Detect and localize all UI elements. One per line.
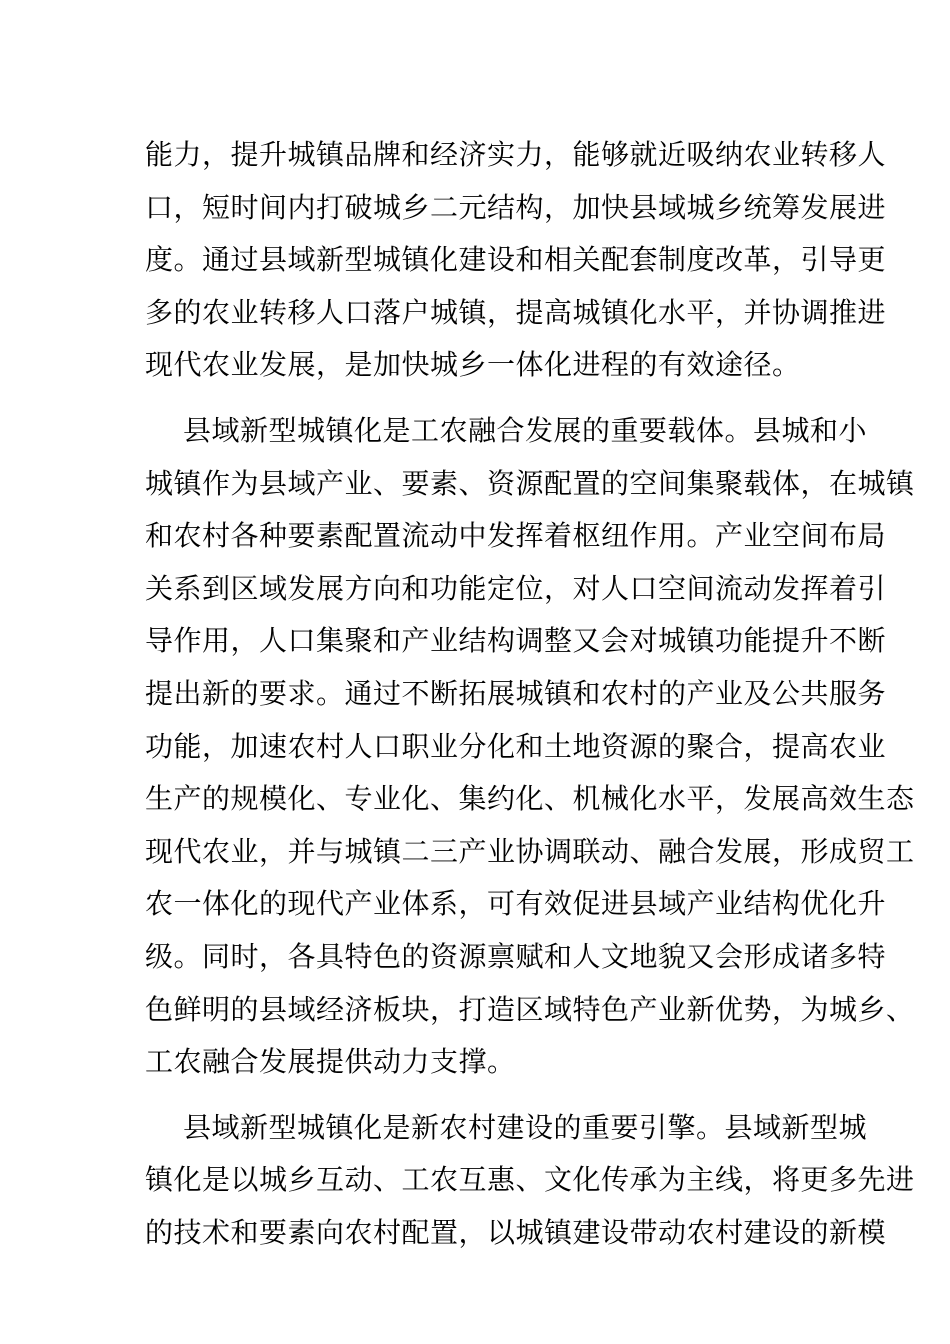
text-line: 导作用，人口集聚和产业结构调整又会对城镇功能提升不断 — [145, 624, 887, 658]
text-line: 口，短时间内打破城乡二元结构，加快县域城乡统筹发展进 — [145, 190, 887, 224]
text-line: 能力，提升城镇品牌和经济实力，能够就近吸纳农业转移人 — [145, 138, 887, 171]
text-line: 和农村各种要素配置流动中发挥着枢纽作用。产业空间布局 — [145, 519, 887, 553]
text-line: 镇化是以城乡互动、工农互惠、文化传承为主线，将更多先进 — [145, 1163, 915, 1197]
text-line: 现代农业发展，是加快城乡一体化进程的有效途径。 — [145, 348, 801, 382]
paragraph-spacer — [145, 392, 809, 405]
text-line: 功能，加速农村人口职业分化和土地资源的聚合，提高农业 — [145, 729, 887, 763]
body-text — [145, 129, 915, 1259]
text-line: 县域新型城镇化是新农村建设的重要引擎。县域新型城 — [183, 1110, 868, 1144]
text-line: 度。通过县域新型城镇化建设和相关配套制度改革，引导更 — [145, 243, 887, 277]
text-line: 现代农业，并与城镇二三产业协调联动、融合发展，形成贸工 — [145, 834, 915, 868]
text-line: 级。同时，各具特色的资源禀赋和人文地貌又会形成诸多特 — [145, 939, 887, 973]
text-line: 提出新的要求。通过不断拓展城镇和农村的产业及公共服务 — [145, 676, 887, 710]
text-line: 生产的规模化、专业化、集约化、机械化水平，发展高效生态 — [145, 782, 915, 816]
text-line: 城镇作为县域产业、要素、资源配置的空间集聚载体，在城镇 — [145, 466, 915, 500]
text-line: 色鲜明的县域经济板块，打造区域特色产业新优势，为城乡、 — [145, 992, 915, 1026]
text-line: 多的农业转移人口落户城镇，提高城镇化水平，并协调推进 — [145, 295, 887, 329]
paragraph-2 — [145, 405, 915, 1089]
paragraph-1 — [145, 129, 887, 392]
paragraph-spacer — [145, 1089, 809, 1102]
text-line: 关系到区域发展方向和功能定位，对人口空间流动发挥着引 — [145, 571, 887, 605]
text-line: 县域新型城镇化是工农融合发展的重要载体。县城和小 — [183, 413, 868, 447]
paragraph-3 — [145, 1102, 915, 1260]
text-line: 农一体化的现代产业体系，可有效促进县域产业结构优化升 — [145, 887, 887, 921]
text-line: 工农融合发展提供动力支撑。 — [145, 1045, 516, 1079]
text-line: 的技术和要素向农村配置，以城镇建设带动农村建设的新模 — [145, 1215, 887, 1249]
